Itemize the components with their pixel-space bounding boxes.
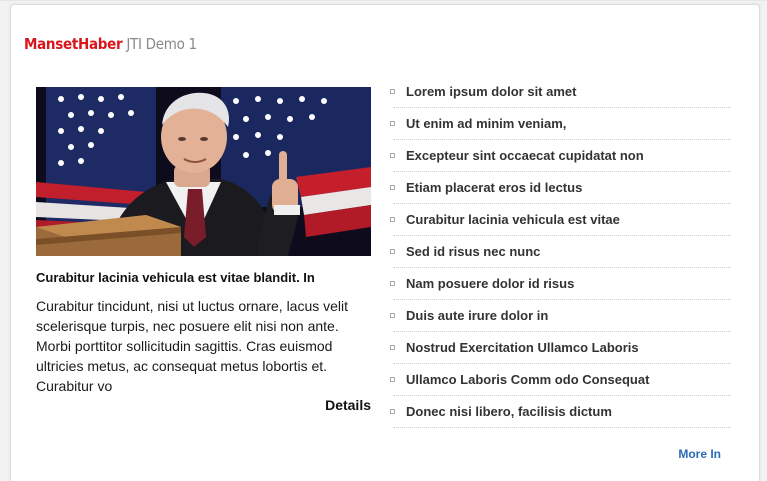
module-subtitle: JTI Demo 1 [126,35,197,53]
square-bullet-icon [390,153,395,158]
square-bullet-icon [390,313,395,318]
list-item-link[interactable]: Curabitur lacinia vehicula est vitae [406,212,620,227]
featured-text: Curabitur tincidunt, nisi ut luctus ornare, lacus velit scelerisque turpis, nec posuere elit nisi non ante. Morbi porttitor sollicitudin sagittis. Cras euismod ultricies metus, ac consequat metus lobortis et. Curabitur vo [36,298,349,394]
list-item[interactable] [393,140,731,172]
module-brand: MansetHaber [24,35,123,53]
list-item-link[interactable]: Etiam placerat eros id lectus [406,180,583,195]
list-item-link[interactable]: Ut enim ad minim veniam, [406,116,567,131]
featured-headline[interactable]: Curabitur lacinia vehicula est vitae blandit. In [36,270,315,285]
featured-photo-graphic [36,87,371,256]
list-item[interactable] [393,364,731,396]
details-link[interactable]: Details [325,397,371,413]
list-item[interactable] [393,76,731,108]
square-bullet-icon [390,89,395,94]
news-list [390,76,731,428]
square-bullet-icon [390,377,395,382]
list-item-link[interactable]: Sed id risus nec nunc [406,244,541,259]
list-item[interactable] [393,396,731,428]
square-bullet-icon [390,345,395,350]
list-item-link[interactable]: Ullamco Laboris Comm odo Consequat [406,372,650,387]
list-item-link[interactable]: Donec nisi libero, facilisis dictum [406,404,612,419]
list-item-link[interactable]: Excepteur sint occaecat cupidatat non [406,148,644,163]
featured-image[interactable] [36,87,371,256]
module-title [24,35,197,55]
square-bullet-icon [390,185,395,190]
list-item-link[interactable]: Nostrud Exercitation Ullamco Laboris [406,340,639,355]
list-item[interactable] [393,204,731,236]
list-item[interactable] [393,108,731,140]
square-bullet-icon [390,217,395,222]
list-item[interactable] [393,236,731,268]
square-bullet-icon [390,249,395,254]
list-item[interactable] [393,300,731,332]
square-bullet-icon [390,121,395,126]
square-bullet-icon [390,281,395,286]
list-item-link[interactable]: Duis aute irure dolor in [406,308,549,323]
list-item[interactable] [393,332,731,364]
list-item-link[interactable]: Nam posuere dolor id risus [406,276,575,291]
list-item[interactable] [393,268,731,300]
square-bullet-icon [390,409,395,414]
list-item[interactable] [393,172,731,204]
list-item-link[interactable]: Lorem ipsum dolor sit amet [406,84,577,99]
more-in-link[interactable]: More In [678,447,721,461]
